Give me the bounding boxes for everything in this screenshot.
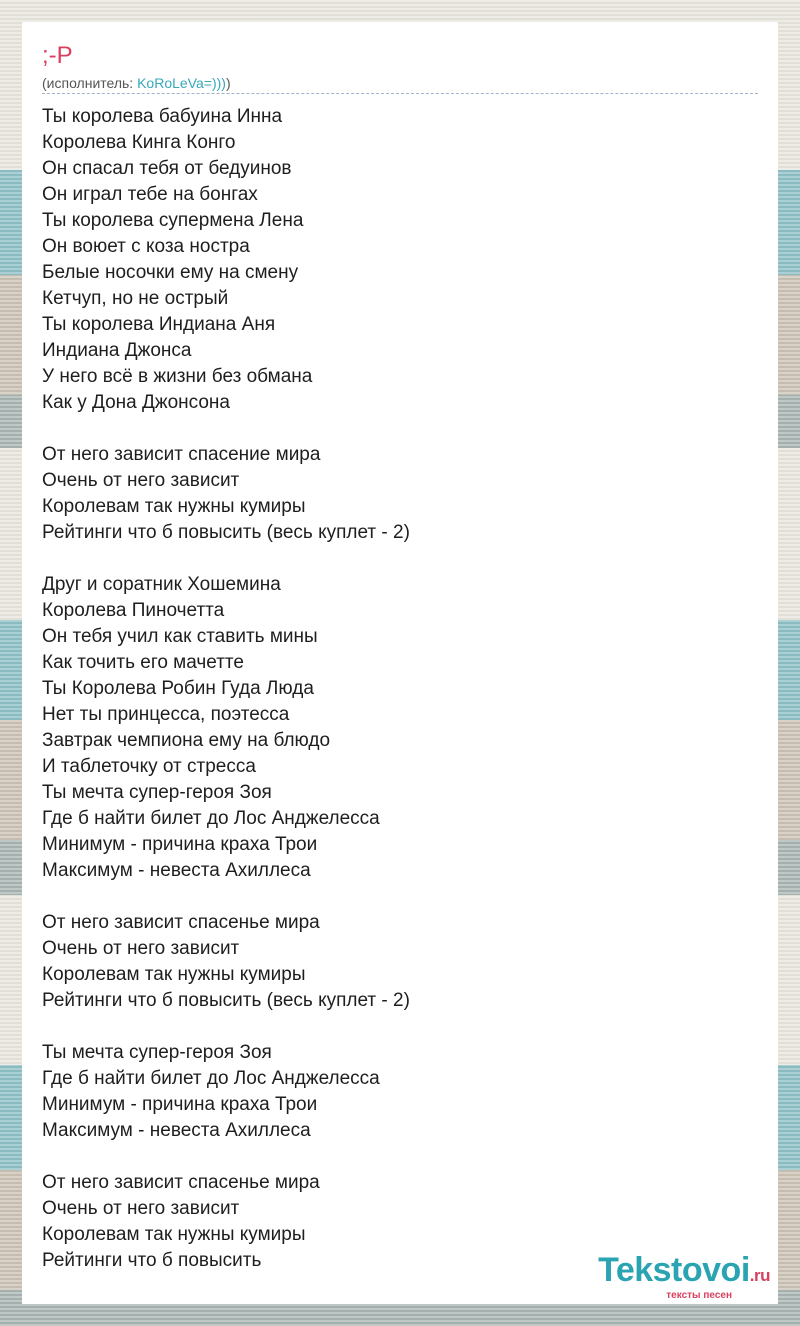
- lyric-line: Белые носочки ему на смену: [42, 262, 299, 283]
- lyric-line: Очень от него зависит: [42, 938, 240, 959]
- artist-prefix: (исполнитель:: [42, 75, 138, 91]
- lyric-line: Рейтинги что б повысить: [42, 1250, 262, 1271]
- lyric-line: Максимум - невеста Ахиллеса: [42, 1120, 311, 1141]
- lyric-blank: [42, 1144, 758, 1170]
- site-logo[interactable]: [598, 1252, 770, 1302]
- lyric-line: Минимум - причина краха Трои: [42, 834, 318, 855]
- lyric-line: Где б найти билет до Лос Анджелесса: [42, 1068, 380, 1089]
- lyric-line: Королевам так нужны кумиры: [42, 964, 306, 985]
- lyric-line: Ты Королева Робин Гуда Люда: [42, 678, 314, 699]
- lyric-line: Очень от него зависит: [42, 470, 240, 491]
- lyric-line: Он тебя учил как ставить мины: [42, 626, 318, 647]
- lyric-line: Друг и соратник Хошемина: [42, 574, 281, 595]
- lyric-line: Как точить его мачетте: [42, 652, 244, 673]
- lyric-line: Ты королева супермена Лена: [42, 210, 304, 231]
- lyrics-card: [22, 22, 778, 1304]
- logo-tagline: тексты песен: [666, 1290, 732, 1301]
- lyric-line: У него всё в жизни без обмана: [42, 366, 313, 387]
- lyric-line: Королева Кинга Конго: [42, 132, 236, 153]
- lyric-blank: [42, 884, 758, 910]
- lyric-line: От него зависит спасенье мира: [42, 1172, 320, 1193]
- lyric-line: Ты мечта супер-героя Зоя: [42, 1042, 272, 1063]
- lyric-line: Ты королева Индиана Аня: [42, 314, 276, 335]
- lyric-line: Он воюет с коза ностра: [42, 236, 250, 257]
- lyric-line: От него зависит спасение мира: [42, 444, 321, 465]
- lyric-line: Минимум - причина краха Трои: [42, 1094, 318, 1115]
- lyric-line: Нет ты принцесса, поэтесса: [42, 704, 290, 725]
- lyric-blank: [42, 1014, 758, 1040]
- logo-wordmark: [598, 1252, 770, 1294]
- lyric-line: Очень от него зависит: [42, 1198, 240, 1219]
- artist-suffix: ): [225, 75, 231, 91]
- lyric-line: Королевам так нужны кумиры: [42, 1224, 306, 1245]
- logo-tld: .ru: [749, 1266, 770, 1285]
- lyric-line: Рейтинги что б повысить (весь куплет - 2): [42, 990, 410, 1011]
- song-title: ;-P: [42, 42, 73, 69]
- lyric-line: Рейтинги что б повысить (весь куплет - 2): [42, 522, 410, 543]
- lyric-line: Он спасал тебя от бедуинов: [42, 158, 292, 179]
- lyric-line: Где б найти билет до Лос Анджелесса: [42, 808, 380, 829]
- lyric-line: Завтрак чемпиона ему на блюдо: [42, 730, 331, 751]
- artist-line: [42, 74, 758, 94]
- artist-link[interactable]: KoRoLeVa=))): [137, 75, 226, 91]
- lyric-line: Максимум - невеста Ахиллеса: [42, 860, 311, 881]
- lyric-line: И таблеточку от стресса: [42, 756, 256, 777]
- lyric-line: Индиана Джонса: [42, 340, 192, 361]
- lyric-line: Королевам так нужны кумиры: [42, 496, 306, 517]
- lyric-line: Кетчуп, но не острый: [42, 288, 229, 309]
- lyric-blank: [42, 546, 758, 572]
- lyric-line: Ты королева бабуина Инна: [42, 106, 283, 127]
- lyric-line: Ты мечта супер-героя Зоя: [42, 782, 272, 803]
- lyrics-text: [42, 104, 758, 1274]
- lyric-line: Он играл тебе на бонгах: [42, 184, 258, 205]
- lyric-line: Как у Дона Джонсона: [42, 392, 230, 413]
- lyric-line: Королева Пиночетта: [42, 600, 225, 621]
- logo-name: Tekstovoi: [598, 1251, 750, 1289]
- lyric-blank: [42, 416, 758, 442]
- lyric-line: От него зависит спасенье мира: [42, 912, 320, 933]
